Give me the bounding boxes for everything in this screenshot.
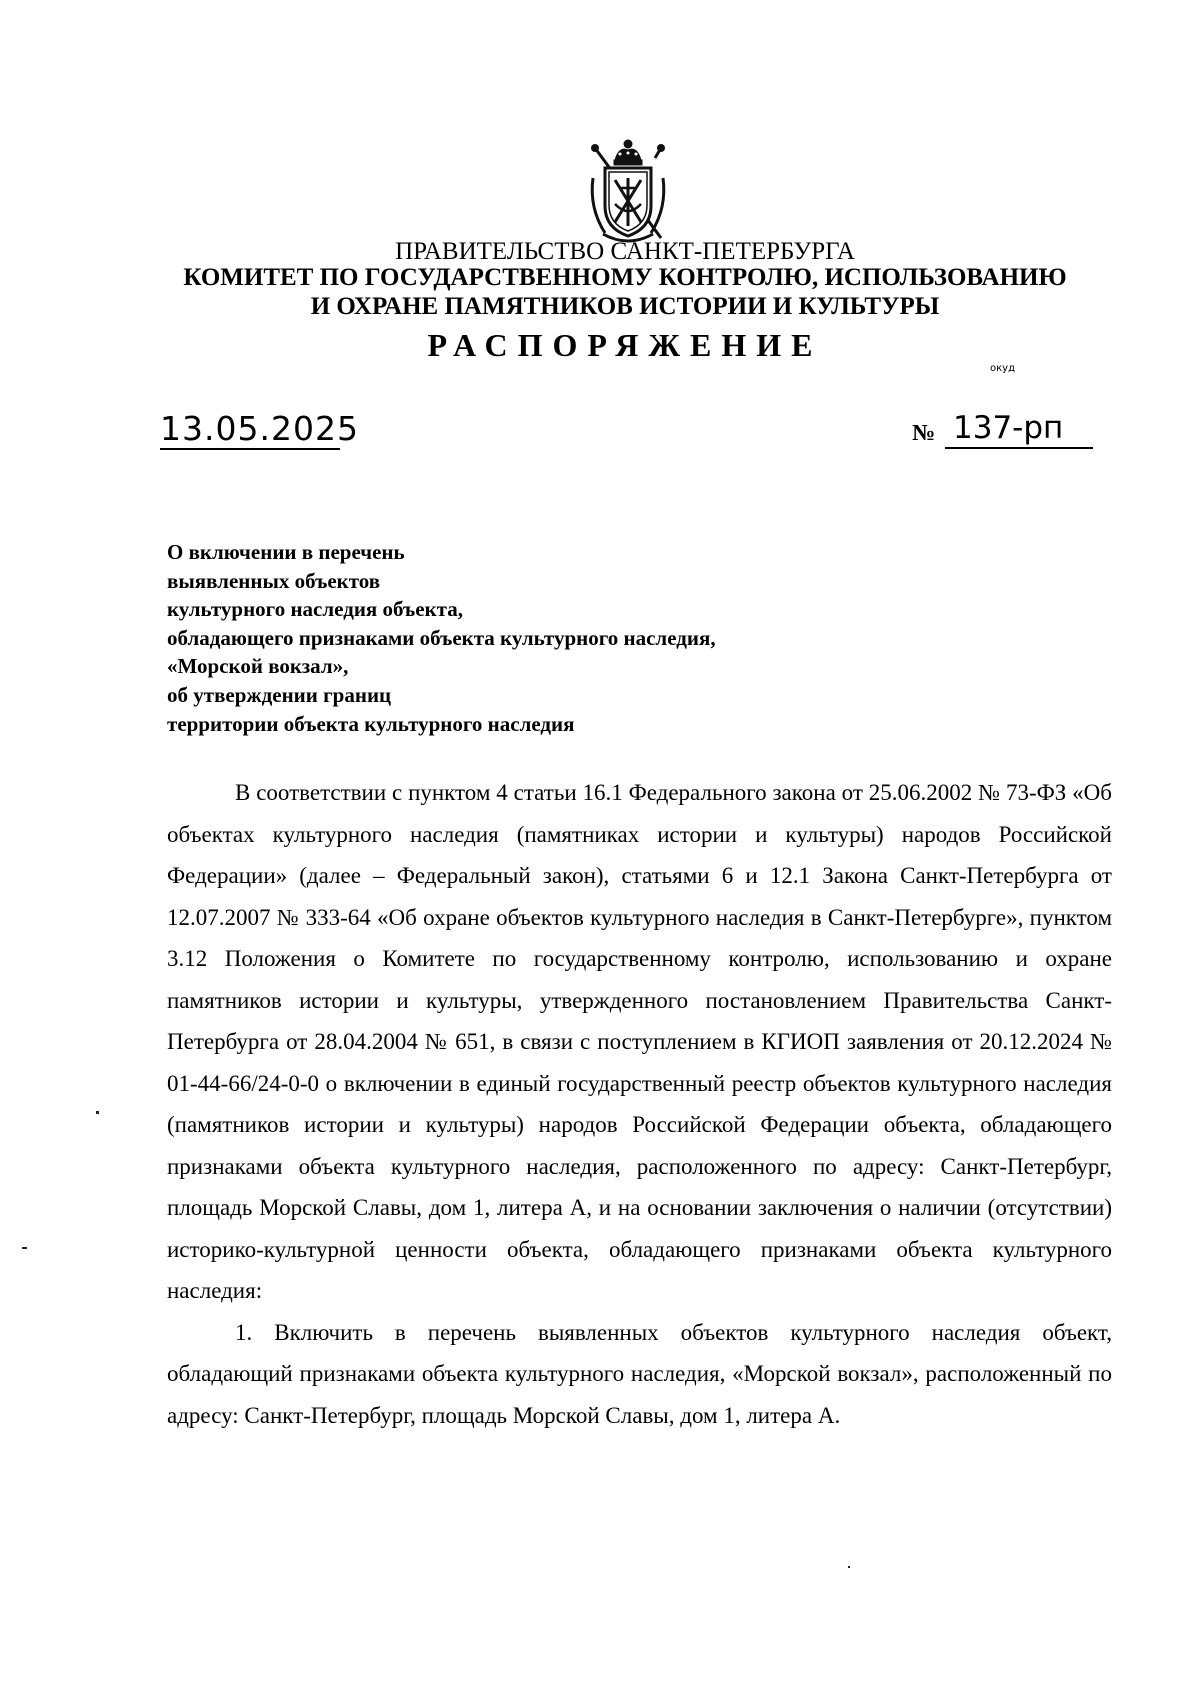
title-line: культурного наследия объекта,: [167, 597, 463, 622]
title-line: О включении в перечень: [167, 540, 405, 564]
government-heading: ПРАВИТЕЛЬСТВО САНКТ-ПЕТЕРБУРГА: [395, 238, 855, 265]
okud-label: окуд: [990, 363, 1015, 374]
document-number: 137-рп: [945, 409, 1093, 449]
title-line: территории объекта культурного наследия: [167, 711, 575, 736]
title-line: об утверждении границ: [167, 682, 392, 707]
preamble-paragraph: В соответствии с пунктом 4 статьи 16.1 Федерального закона от 25.06.2002 № 73-ФЗ «Об объектах культурного наследия (памятниках истории и культуры) народов Российской Федерации» (далее – Федеральный закон), статьями 6 и 12.1 Закона Санкт-Петербурга от 12.07.2007 № 333-64 «Об охране объектов культурного наследия в Санкт-Петербурге», пунктом 3.12 Положения о Комитете по государственному контролю, использованию и охране памятников истории и культуры, утвержденного постановлением Правительства Санкт-Петербурга от 28.04.2004 № 651, в связи с поступлением в КГИОП заявления от 20.12.2024 № 01-44-66/24-0-0 о включении в единый государственный реестр объектов культурного наследия (памятников истории и культуры) народов Российской Федерации объекта, обладающего признаками объекта культурного наследия, расположенного по адресу: Санкт-Петербург, площадь Морской Славы, дом 1, литера А, и на основании заключения о наличии (отсутствии) историко-культурной ценности объекта, обладающего признаками объекта культурного наследия:: [167, 780, 1112, 1303]
document-date: 13.05.2025: [160, 409, 359, 448]
clause-paragraph: 1. Включить в перечень выявленных объектов культурного наследия объект, обладающий признаками объекта культурного наследия, «Морской вокзал», расположенный по адресу: Санкт-Петербург, площадь Морской Славы, дом 1, литера А.: [167, 1319, 1112, 1428]
scan-speck: [848, 1566, 850, 1568]
committee-heading-line1: КОМИТЕТ ПО ГОСУДАРСТВЕННОМУ КОНТРОЛЮ, ИСПОЛЬЗОВАНИЮ: [183, 264, 1067, 291]
scan-speck: [96, 1111, 99, 1114]
committee-heading-line2: И ОХРАНЕ ПАМЯТНИКОВ ИСТОРИИ И КУЛЬТУРЫ: [310, 293, 940, 320]
scan-speck: [22, 1247, 27, 1249]
coat-of-arms-icon: [585, 138, 671, 248]
document-type-heading: РАСПОРЯЖЕНИЕ: [427, 327, 823, 363]
title-line: «Морской вокзал»,: [167, 654, 349, 679]
number-sign: №: [912, 420, 936, 445]
title-line: выявленных объектов: [167, 568, 381, 593]
document-body: [167, 772, 1112, 1436]
title-line: обладающего признаками объекта культурного наследия,: [167, 625, 716, 650]
document-title: [167, 538, 716, 738]
